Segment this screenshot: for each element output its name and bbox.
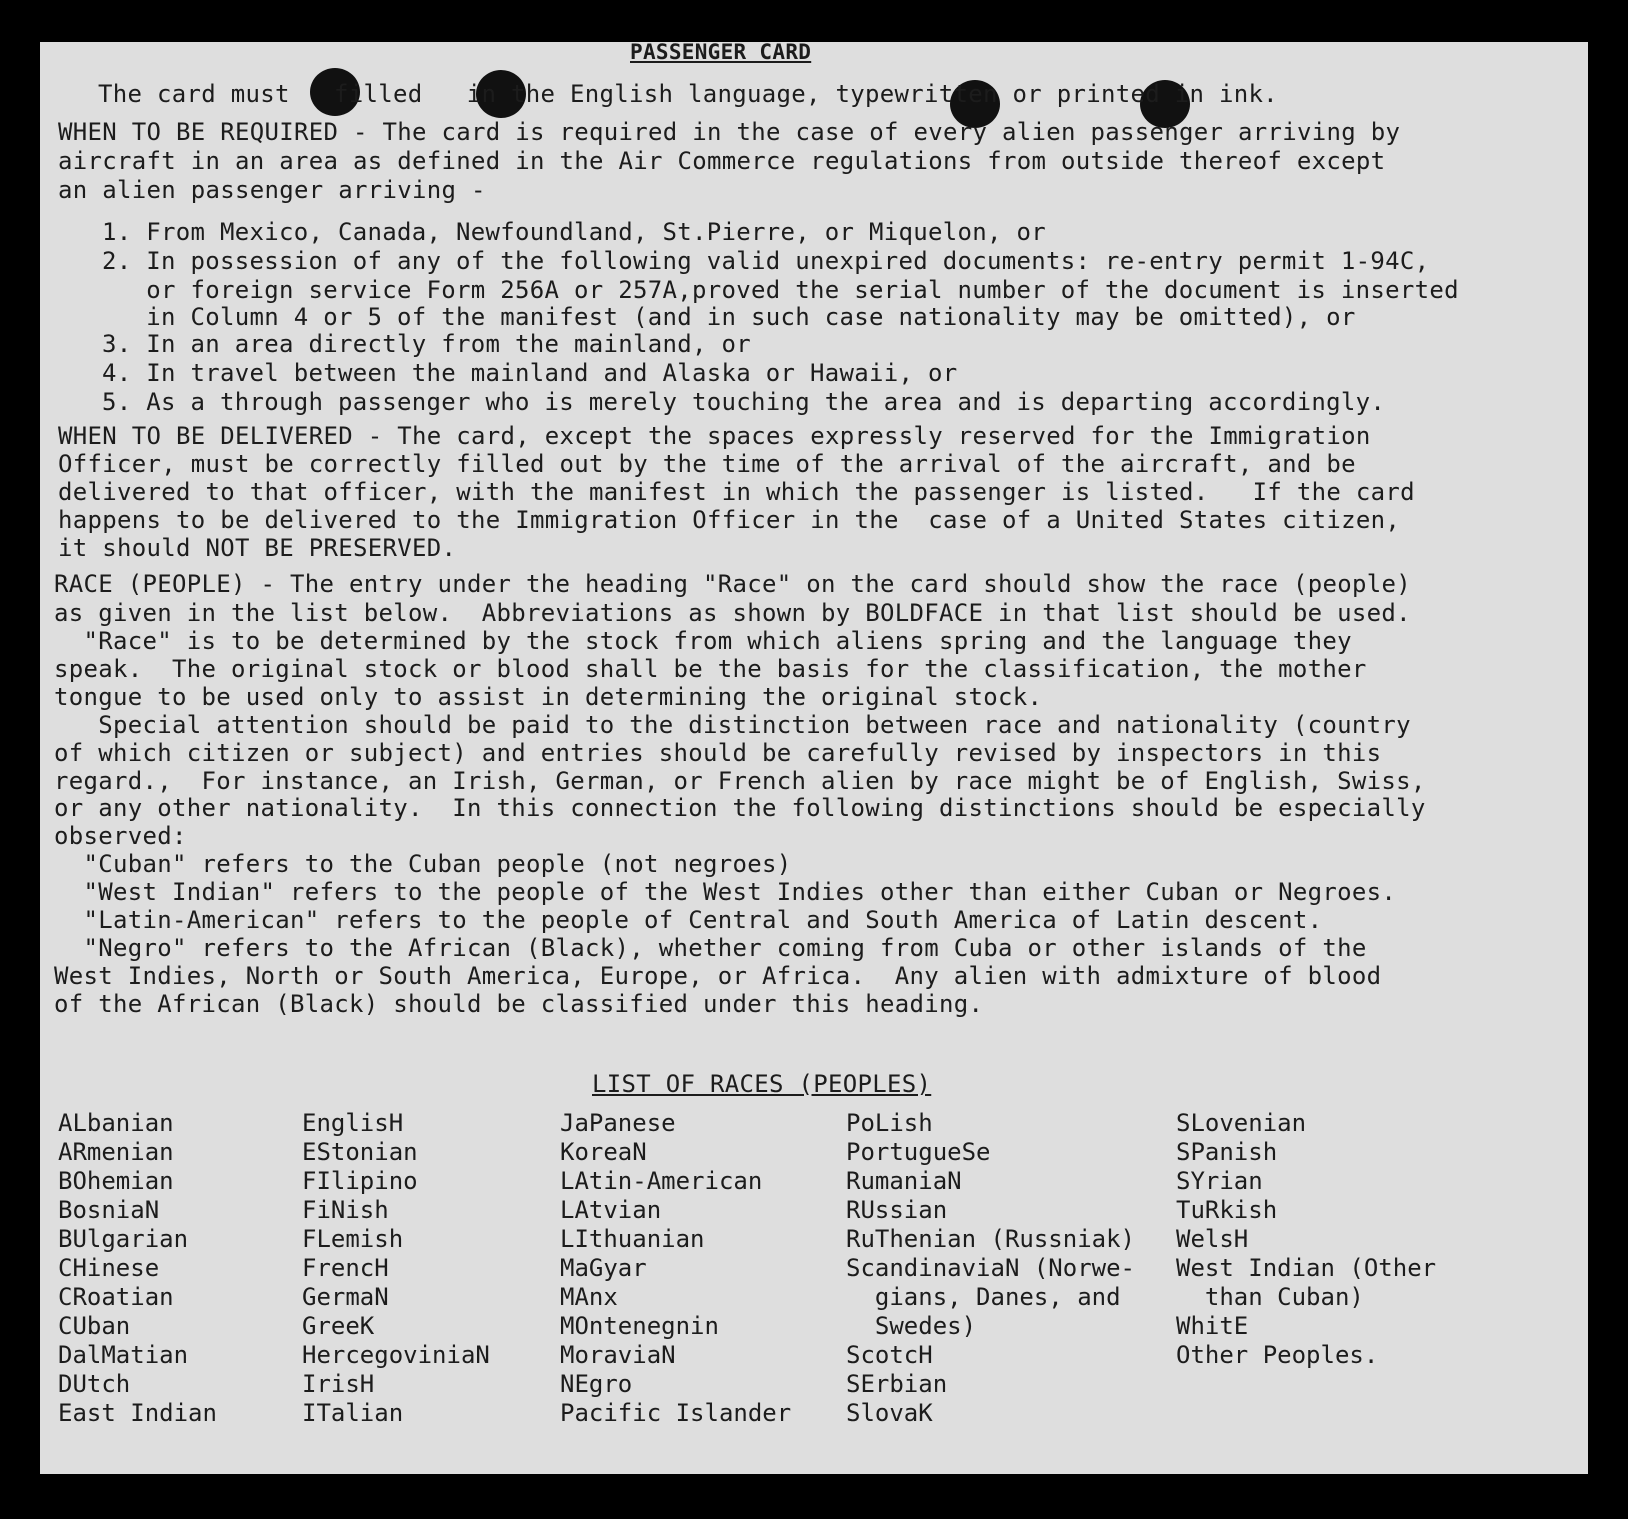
race-line-16: of the African (Black) should be classified under this heading.	[54, 990, 984, 1018]
race-line-3: "Race" is to be determined by the stock from which aliens spring and the language they	[54, 627, 1352, 655]
passenger-card	[40, 42, 1588, 1474]
race-entry: HercegoviniaN	[302, 1341, 490, 1369]
race-entry: East Indian	[58, 1399, 217, 1427]
race-entry: FrencH	[302, 1254, 389, 1282]
item-3: 3. In an area directly from the mainland, or	[102, 330, 751, 358]
race-entry: BosniaN	[58, 1196, 160, 1224]
race-entry: GreeK	[302, 1312, 375, 1340]
race-line-5: tongue to be used only to assist in determining the original stock.	[54, 683, 1043, 711]
race-entry: than Cuban)	[1176, 1283, 1364, 1311]
race-entry: TuRkish	[1176, 1196, 1278, 1224]
race-entry: MoraviaN	[560, 1341, 676, 1369]
race-entry: BUlgarian	[58, 1225, 189, 1253]
when-delivered-heading: WHEN TO BE DELIVERED	[58, 422, 353, 450]
race-entry: EStonian	[302, 1138, 418, 1166]
race-entry: FiNish	[302, 1196, 389, 1224]
race-entry: Other Peoples.	[1176, 1341, 1379, 1369]
when-delivered-line-3: delivered to that officer, with the manifest in which the passenger is listed. If the card	[58, 478, 1415, 506]
item-4: 4. In travel between the mainland and Alaska or Hawaii, or	[102, 359, 958, 387]
race-line-10: observed:	[54, 822, 187, 850]
race-entry: WhitE	[1176, 1312, 1249, 1340]
race-line-8: regard., For instance, an Irish, German, or French alien by race might be of English, Swiss,	[54, 767, 1426, 795]
race-entry: RUssian	[846, 1196, 948, 1224]
when-delivered-line-5: it should NOT BE PRESERVED.	[58, 534, 457, 562]
race-entry: ScandinaviaN (Norwe-	[846, 1254, 1135, 1282]
list-of-races-title: LIST OF RACES (PEOPLES)	[592, 1070, 932, 1098]
when-required-heading: WHEN TO BE REQUIRED	[58, 118, 339, 146]
race-entry: MaGyar	[560, 1254, 647, 1282]
race-entry: RuThenian (Russniak)	[846, 1225, 1135, 1253]
race-entry: NEgro	[560, 1370, 633, 1398]
race-heading: RACE (PEOPLE)	[54, 570, 246, 598]
race-entry: WelsH	[1176, 1225, 1249, 1253]
race-column-2	[302, 1109, 490, 1428]
when-delivered-line-4: happens to be delivered to the Immigration Officer in the case of a United States citizen,	[58, 506, 1401, 534]
race-entry: West Indian (Other	[1176, 1254, 1437, 1282]
when-required-line-2: aircraft in an area as defined in the Air Commerce regulations from outside thereof except	[58, 147, 1386, 175]
race-entry: LIthuanian	[560, 1225, 705, 1253]
race-entry: EnglisH	[302, 1109, 404, 1137]
card-title: PASSENGER CARD	[630, 40, 812, 64]
race-entry: SPanish	[1176, 1138, 1278, 1166]
item-1: 1. From Mexico, Canada, Newfoundland, St.Pierre, or Miquelon, or	[102, 218, 1046, 246]
when-required-line-1	[58, 118, 1400, 146]
when-delivered-line-1	[58, 422, 1371, 450]
when-required-line-3: an alien passenger arriving -	[58, 176, 486, 204]
race-entry: SYrian	[1176, 1167, 1263, 1195]
race-entry: Swedes)	[846, 1312, 977, 1340]
race-entry: CRoatian	[58, 1283, 174, 1311]
race-line-14: "Negro" refers to the African (Black), whether coming from Cuba or other islands of the	[54, 934, 1367, 962]
race-entry: LAtin-American	[560, 1167, 763, 1195]
when-delivered-line-2: Officer, must be correctly filled out by the time of the arrival of the aircraft, and be	[58, 450, 1356, 478]
race-entry: LAtvian	[560, 1196, 662, 1224]
race-entry: Pacific Islander	[560, 1399, 792, 1427]
race-line-2: as given in the list below. Abbreviations as shown by BOLDFACE in that list should be used.	[54, 599, 1411, 627]
race-entry: IrisH	[302, 1370, 375, 1398]
race-entry: ARmenian	[58, 1138, 174, 1166]
race-entry: PoLish	[846, 1109, 933, 1137]
race-line-6: Special attention should be paid to the distinction between race and nationality (country	[54, 711, 1411, 739]
race-entry: GermaN	[302, 1283, 389, 1311]
race-entry: MAnx	[560, 1283, 618, 1311]
race-entry: gians, Danes, and	[846, 1283, 1121, 1311]
item-2-cont-1: or foreign service Form 256A or 257A,proved the serial number of the document is inserted	[102, 276, 1459, 304]
race-entry: BOhemian	[58, 1167, 174, 1195]
race-line-4: speak. The original stock or blood shall be the basis for the classification, the mother	[54, 655, 1367, 683]
race-column-4	[846, 1109, 1135, 1428]
race-entry: ScotcH	[846, 1341, 933, 1369]
race-line-13: "Latin-American" refers to the people of Central and South America of Latin descent.	[54, 906, 1323, 934]
item-2: 2. In possession of any of the following valid unexpired documents: re-entry permit 1-94C,	[102, 247, 1430, 275]
race-entry: ITalian	[302, 1399, 404, 1427]
race-column-1	[58, 1109, 217, 1428]
race-line-15: West Indies, North or South America, Europe, or Africa. Any alien with admixture of blood	[54, 962, 1382, 990]
intro-line: The card must filled in the English language, typewritten or printed in ink.	[98, 80, 1278, 108]
race-line-1	[54, 570, 1411, 598]
race-entry: FIlipino	[302, 1167, 418, 1195]
when-required-text-1: - The card is required in the case of every alien passenger arriving by	[338, 118, 1401, 146]
race-entry: KoreaN	[560, 1138, 647, 1166]
race-entry: SLovenian	[1176, 1109, 1307, 1137]
race-entry: CUban	[58, 1312, 131, 1340]
race-entry: DalMatian	[58, 1341, 189, 1369]
race-entry: CHinese	[58, 1254, 160, 1282]
item-2-cont-2: in Column 4 or 5 of the manifest (and in such case nationality may be omitted), or	[102, 303, 1356, 331]
item-5: 5. As a through passenger who is merely touching the area and is departing accordingly.	[102, 388, 1386, 416]
race-entry: ALbanian	[58, 1109, 174, 1137]
race-entry: FLemish	[302, 1225, 404, 1253]
race-column-5	[1176, 1109, 1436, 1370]
race-column-3	[560, 1109, 791, 1428]
when-delivered-text-1: - The card, except the spaces expressly reserved for the Immigration	[352, 422, 1371, 450]
race-entry: SlovaK	[846, 1399, 933, 1427]
race-entry: MOntenegnin	[560, 1312, 719, 1340]
race-entry: JaPanese	[560, 1109, 676, 1137]
race-line-11: "Cuban" refers to the Cuban people (not negroes)	[54, 850, 792, 878]
race-line-9: or any other nationality. In this connection the following distinctions should be especially	[54, 794, 1426, 822]
race-entry: PortugueSe	[846, 1138, 991, 1166]
race-line-7: of which citizen or subject) and entries should be carefully revised by inspectors in this	[54, 739, 1382, 767]
race-entry: DUtch	[58, 1370, 131, 1398]
race-entry: SErbian	[846, 1370, 948, 1398]
race-entry: RumaniaN	[846, 1167, 962, 1195]
race-text-1: - The entry under the heading "Race" on the card should show the race (people)	[245, 570, 1411, 598]
race-line-12: "West Indian" refers to the people of the West Indies other than either Cuban or Negroes.	[54, 878, 1397, 906]
